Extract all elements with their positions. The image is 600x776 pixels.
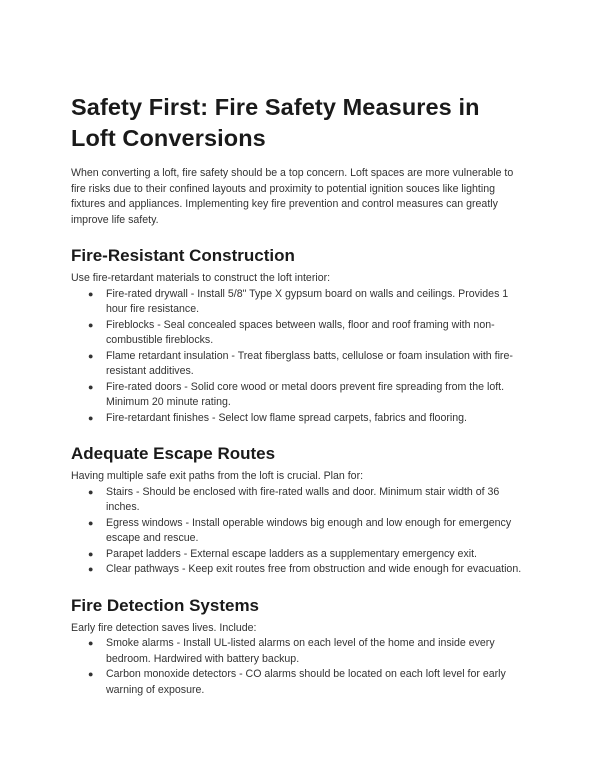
list-item-text: Parapet ladders - External escape ladders as a supplementary emergency exit. — [106, 547, 477, 560]
list-item — [71, 516, 530, 547]
section-adequate-escape-routes — [71, 442, 530, 578]
bullet-icon: ● — [88, 517, 94, 528]
list-item — [71, 318, 530, 349]
list-item-text: Fire-rated drywall - Install 5/8" Type X gypsum board on walls and ceilings. Provides 1 hour fire resistance. — [106, 287, 509, 315]
section-fire-detection-systems — [71, 594, 530, 699]
bullet-icon: ● — [88, 486, 94, 497]
list-item — [71, 380, 530, 411]
list-item-text: Smoke alarms - Install UL-listed alarms on each level of the home and inside every bedroom. Hardwired with battery backup. — [106, 637, 495, 665]
list-item-text: Egress windows - Install operable windows big enough and low enough for emergency escape and rescue. — [106, 516, 512, 544]
list-item-text: Fire-retardant finishes - Select low flame spread carpets, fabrics and flooring. — [106, 411, 467, 424]
bullet-icon: ● — [88, 288, 94, 299]
bullet-icon: ● — [88, 319, 94, 330]
list-item — [71, 485, 530, 516]
list-item-text: Stairs - Should be enclosed with fire-rated walls and door. Minimum stair width of 36 inches. — [106, 485, 500, 513]
list-item-text: Carbon monoxide detectors - CO alarms should be located on each loft level for early warning of exposure. — [106, 668, 506, 696]
list-item — [71, 349, 530, 380]
page-title: Safety First: Fire Safety Measures in Loft Conversions — [71, 94, 480, 151]
bullet-icon: ● — [88, 412, 94, 423]
section-lead: Early fire detection saves lives. Include: — [71, 621, 257, 634]
list-item — [71, 636, 530, 667]
bullet-icon: ● — [88, 638, 94, 648]
list-item — [71, 411, 530, 427]
bullet-icon: ● — [88, 669, 94, 679]
bullet-icon: ● — [88, 381, 94, 392]
list-item-text: Flame retardant insulation - Treat fiberglass batts, cellulose or foam insulation with fire-resistant additives. — [106, 349, 513, 377]
list-item — [71, 667, 530, 698]
section-fire-resistant-construction — [71, 244, 530, 426]
section-heading: Fire-Resistant Construction — [71, 246, 295, 265]
bullet-list — [71, 485, 530, 578]
section-heading: Fire Detection Systems — [71, 595, 260, 615]
bullet-list — [71, 287, 530, 427]
list-item — [71, 287, 530, 318]
intro-paragraph: When converting a loft, fire safety should be a top concern. Loft spaces are more vulnerable to fire risks due to their confined layouts and proximity to potential ignition souces like lighting fixtures and appliances. Implementing key fire prevention and control measures can greatly improve life safety. — [71, 167, 514, 226]
bullet-icon: ● — [88, 350, 94, 361]
list-item-text: Clear pathways - Keep exit routes free from obstruction and wide enough for evacuation. — [106, 563, 522, 575]
section-lead: Use fire-retardant materials to construct the loft interior: — [71, 272, 331, 284]
list-item-text: Fire-rated doors - Solid core wood or metal doors prevent fire spreading from the loft. Minimum 20 minute rating. — [106, 380, 505, 408]
bullet-list — [71, 636, 530, 698]
bullet-icon: ● — [88, 564, 94, 574]
list-item — [71, 547, 530, 563]
section-heading: Adequate Escape Routes — [71, 444, 276, 463]
bullet-icon: ● — [88, 548, 94, 559]
list-item — [71, 562, 530, 578]
list-item-text: Fireblocks - Seal concealed spaces between walls, floor and roof framing with non-combustible fireblocks. — [106, 318, 495, 346]
section-lead: Having multiple safe exit paths from the loft is crucial. Plan for: — [71, 470, 364, 482]
